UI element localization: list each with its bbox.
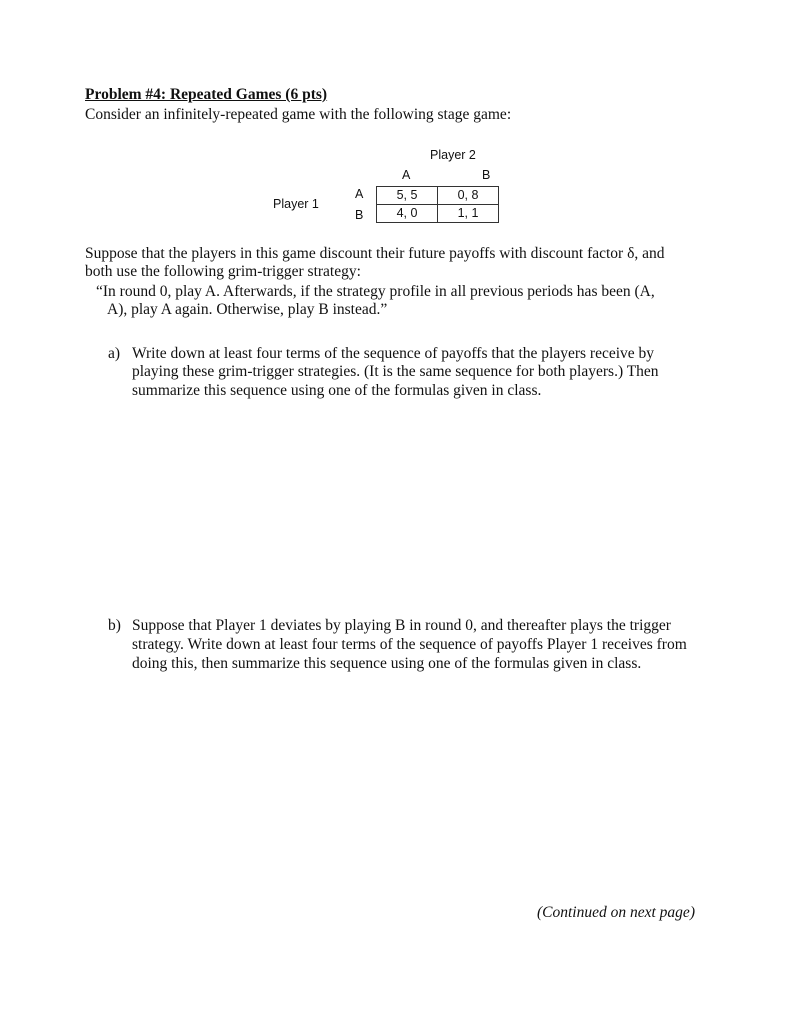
player1-label: Player 1 bbox=[273, 197, 319, 211]
column-header-b: B bbox=[482, 168, 491, 182]
payoff-cell-ba: 4, 0 bbox=[377, 205, 438, 223]
strategy-quote-line: “In round 0, play A. Afterwards, if the strategy profile in all previous periods has been (A, bbox=[96, 283, 655, 300]
row-header-a: A bbox=[355, 187, 364, 201]
problem-intro: Consider an infinitely-repeated game with the following stage game: bbox=[85, 106, 512, 123]
payoff-cell-bb: 1, 1 bbox=[438, 205, 499, 223]
part-a-text: summarize this sequence using one of the formulas given in class. bbox=[132, 382, 542, 399]
continued-note: (Continued on next page) bbox=[537, 904, 695, 921]
part-b-marker: b) bbox=[108, 617, 121, 634]
column-header-a: A bbox=[402, 168, 411, 182]
part-b-text: Suppose that Player 1 deviates by playing B in round 0, and thereafter plays the trigger bbox=[132, 617, 671, 634]
table-row bbox=[377, 187, 499, 205]
payoff-table bbox=[376, 186, 499, 223]
problem-title: Problem #4: Repeated Games (6 pts) bbox=[85, 86, 328, 103]
part-a-text: Write down at least four terms of the sequence of payoffs that the players receive by bbox=[132, 345, 655, 362]
body-paragraph-line: Suppose that the players in this game discount their future payoffs with discount factor δ, and bbox=[85, 245, 665, 262]
part-a-text: playing these grim-trigger strategies. (It is the same sequence for both players.) Then bbox=[132, 363, 659, 380]
row-header-b: B bbox=[355, 208, 364, 222]
part-a-marker: a) bbox=[108, 345, 121, 362]
payoff-cell-ab: 0, 8 bbox=[438, 187, 499, 205]
payoff-cell-aa: 5, 5 bbox=[377, 187, 438, 205]
body-paragraph-line: both use the following grim-trigger strategy: bbox=[85, 263, 361, 280]
table-row bbox=[377, 205, 499, 223]
strategy-quote-line: A), play A again. Otherwise, play B instead.” bbox=[107, 301, 388, 318]
part-b-text: strategy. Write down at least four terms of the sequence of payoffs Player 1 receives from bbox=[132, 636, 687, 653]
player2-label: Player 2 bbox=[430, 148, 476, 162]
part-b-text: doing this, then summarize this sequence using one of the formulas given in class. bbox=[132, 655, 642, 672]
